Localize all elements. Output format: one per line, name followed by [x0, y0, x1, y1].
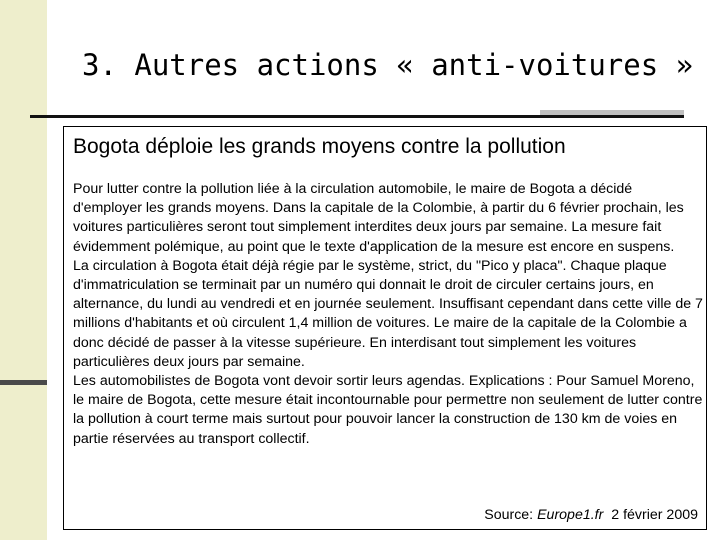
source-site: Europe1.fr	[537, 507, 604, 523]
left-accent-stripe	[0, 380, 47, 385]
slide-title: 3. Autres actions « anti-voitures »	[82, 48, 694, 82]
article-paragraph-1: Pour lutter contre la pollution liée à la circulation automobile, le maire de Bogota a décidé d'employer les grands moyens. Dans la capitale de la Colombie, à partir du 6 février prochain, les voitures particulières seront tout simplement interdites deux jours par semaine. La mesure fait évidemment polémique, au point que le texte d'application de la mesure est encore en suspens.	[73, 181, 684, 255]
article-heading: Bogota déploie les grands moyens contre la pollution	[73, 135, 566, 158]
article-paragraph-3: Les automobilistes de Bogota vont devoir sortir leurs agendas. Explications : Pour Samuel Moreno, le maire de Bogota, cette mesure était incontournable pour permettre non seulement de lutter contre la pollution à court terme mais surtout pour pouvoir lancer la construction de 130 km de voies en partie réservées au transport collectif.	[73, 373, 703, 447]
title-rule	[30, 115, 684, 118]
source-label: Source:	[484, 507, 534, 523]
source-date: 2 février 2009	[611, 507, 698, 523]
article-body	[73, 180, 703, 449]
left-decorative-bar	[0, 0, 47, 540]
article-source	[484, 507, 698, 523]
article-paragraph-2: La circulation à Bogota était déjà régie par le système, strict, du "Pico y placa". Chaque plaque d'immatriculation se terminait par un numéro qui donnait le droit de circuler certains jours, en alternance, du lundi au vendredi et en journée seulement. Insuffisant cependant dans cette ville de 7 millions d'habitants et où circulent 1,4 million de voitures. Le maire de la capitale de la Colombie a donc décidé de passer à la vitesse supérieure. En interdisant tout simplement les voitures particulières deux jours par semaine.	[73, 257, 703, 370]
article-box	[63, 126, 707, 530]
